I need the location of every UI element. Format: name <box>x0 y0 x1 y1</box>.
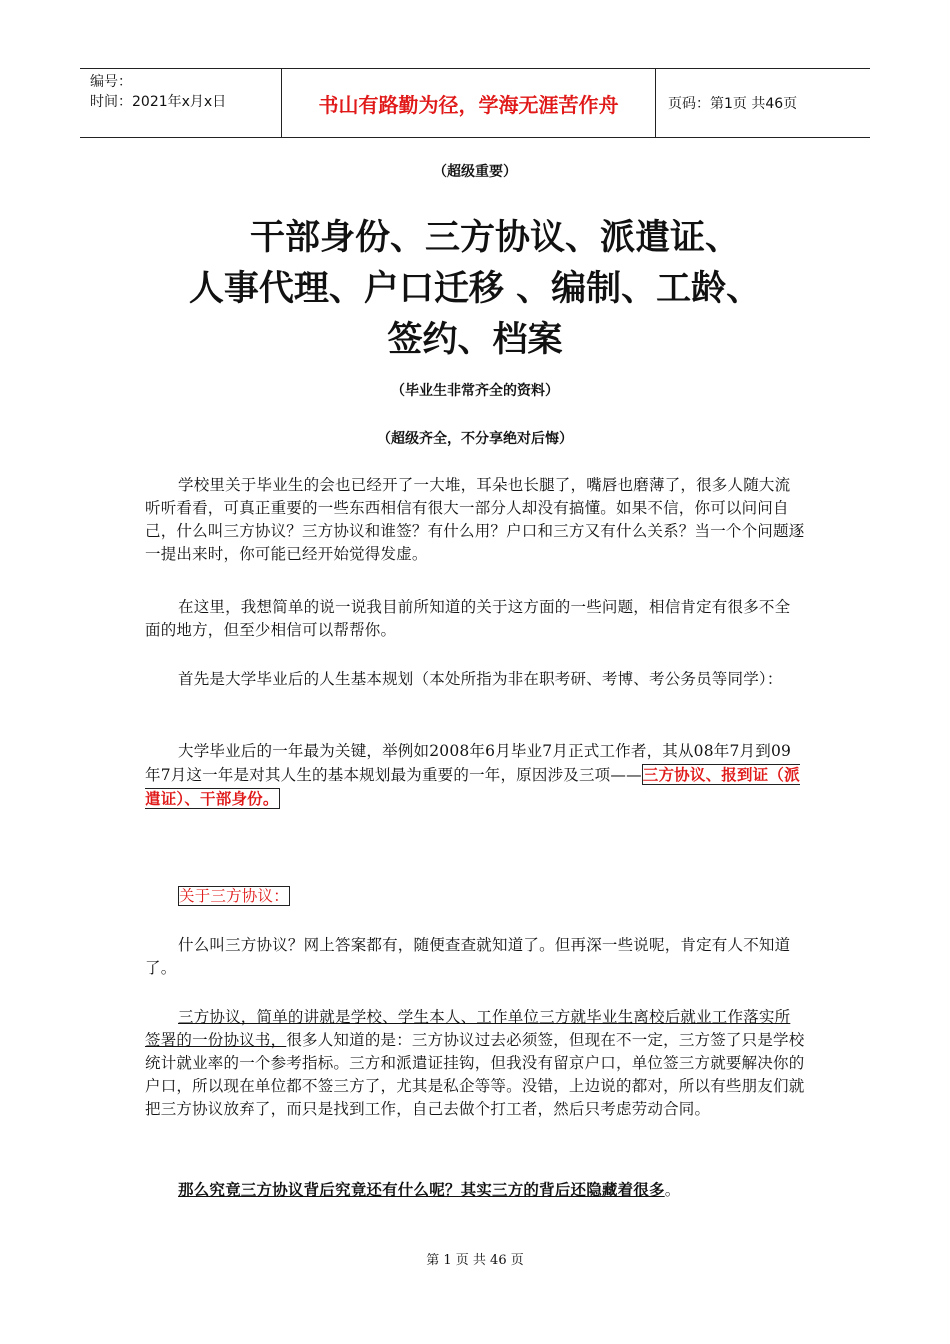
highlighted-keywords: 三方协议、报到证（派遣证）、干部身份。 <box>145 765 800 808</box>
paragraph-6-definition: 三方协议，简单的讲就是学校、学生本人、工作单位三方就毕业生离校后就业工作落实所签署的一份协议书， <box>145 1008 791 1049</box>
page-footer: 第 1 页 共 46 页 <box>426 1253 524 1268</box>
header-page-info: 页码：第1页 共46页 <box>668 96 798 112</box>
title-line-2: 人事代理、户口迁移 、编制、工龄、 <box>188 269 762 309</box>
document-title <box>120 213 830 366</box>
paragraph-5: 什么叫三方协议？网上答案都有，随便查查就知道了。但再深一些说呢，肯定有人不知道了。 <box>145 936 791 977</box>
super-important-label: （超级重要） <box>433 164 517 180</box>
paragraph-6-rest: 很多人知道的是：三方协议过去必须签，但现在不一定，三方签了只是学校统计就业率的一个参考指标。三方和派遣证挂钩，但我没有留京户口，单位签三方就要解决你的户口，所以现在单位都不签三方了，尤其是私企等等。没错，上边说的都对，所以有些朋友们就把三方协议放弃了，而只是找到工作，自己去做个打工者，然后只考虑劳动合同。 <box>145 1031 805 1118</box>
header-motto: 书山有路勤为径，学海无涯苦作舟 <box>282 69 656 137</box>
title-line-3: 签约、档案 <box>387 320 563 360</box>
header-table <box>80 68 870 138</box>
paragraph-4 <box>145 740 805 811</box>
section-heading-wrap <box>145 885 805 908</box>
paragraph-4-text: 大学毕业后的一年最为关键，举例如2008年6月毕业7月正式工作者，其从08年7月到09年7月这一年是对其人生的基本规划最为重要的一年，原因涉及三项—— <box>145 742 792 784</box>
title-line-1: 干部身份、三方协议、派遣证、 <box>249 218 740 258</box>
paragraph-1: 学校里关于毕业生的会也已经开了一大堆，耳朵也长腿了，嘴唇也磨薄了，很多人随大流听听看看，可真正重要的一些东西相信有很大一部分人却没有搞懂。如果不信，你可以问问自己，什么叫三方协议？三方协议和谁签？有什么用？户口和三方又有什么关系？当一个个问题逐一提出来时，你可能已经开始觉得发虚。 <box>145 476 805 563</box>
paragraph-2: 在这里，我想简单的说一说我目前所知道的关于这方面的一些问题，相信肯定有很多不全面的地方，但至少相信可以帮帮你。 <box>145 598 791 639</box>
time-label: 时间：2021年x月x日 <box>90 94 227 110</box>
number-label: 编号： <box>90 74 132 90</box>
paragraph-3: 首先是大学毕业后的人生基本规划（本处所指为非在职考研、考博、考公务员等同学）： <box>178 670 783 688</box>
subtitle-1: （毕业生非常齐全的资料） <box>391 383 559 399</box>
paragraph-7 <box>145 1178 805 1202</box>
header-meta <box>80 69 282 137</box>
section-heading: 关于三方协议： <box>179 887 289 905</box>
paragraph-6 <box>145 1006 805 1121</box>
subtitle-2: （超级齐全，不分享绝对后悔） <box>377 431 573 447</box>
paragraph-7-text: 那么究竟三方协议背后究竟还有什么呢？其实三方的背后还隐藏着很多 <box>178 1180 665 1199</box>
paragraph-7-end: 。 <box>664 1181 681 1199</box>
